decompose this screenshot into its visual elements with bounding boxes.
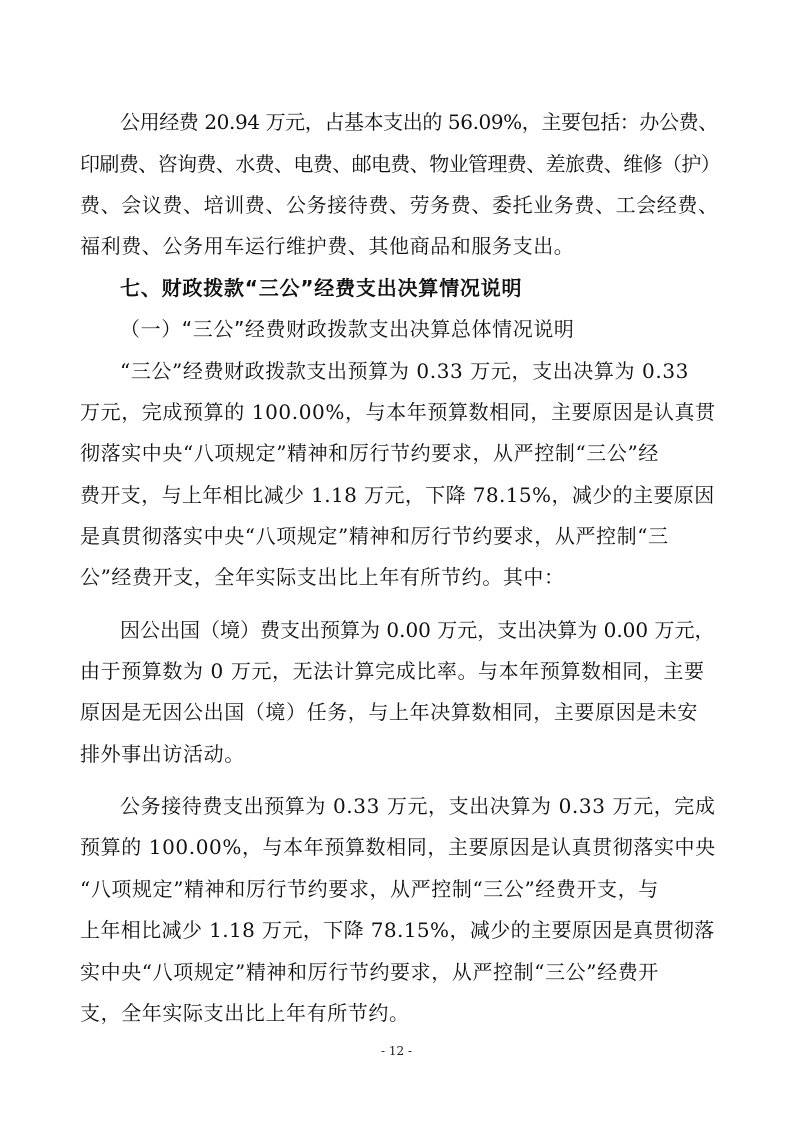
text-line: 预算的 100.00%，与本年预算数相同，主要原因是认真贯彻落实中央	[80, 835, 716, 859]
text-line: 实中央“八项规定”精神和厉行节约要求，从严控制“三公”经费开	[80, 960, 659, 984]
text-line: 是真贯彻落实中央“八项规定”精神和厉行节约要求，从严控制“三	[80, 524, 669, 548]
text-line: 公务接待费支出预算为 0.33 万元，支出决算为 0.33 万元，完成	[120, 794, 716, 818]
text-line: 彻落实中央“八项规定”精神和厉行节约要求，从严控制“三公”经	[80, 441, 659, 465]
text-line: 原因是无因公出国（境）任务，与上年决算数相同，主要原因是未安	[80, 700, 698, 724]
text-line: 排外事出访活动。	[80, 742, 245, 766]
text-line: 因公出国（境）费支出预算为 0.00 万元，支出决算为 0.00 万元，	[120, 618, 715, 642]
subsection-heading: （一）“三公”经费财政拨款支出决算总体情况说明	[120, 317, 575, 341]
text-line: 印刷费、咨询费、水费、电费、邮电费、物业管理费、差旅费、维修（护）	[80, 152, 721, 176]
text-line: 上年相比减少 1.18 万元，下降 78.15%，减少的主要原因是真贯彻落	[80, 918, 715, 942]
text-line: 公用经费 20.94 万元，占基本支出的 56.09%，主要包括：办公费、	[120, 110, 718, 134]
text-line: 支，全年实际支出比上年有所节约。	[80, 1001, 410, 1025]
text-line: 费开支，与上年相比减少 1.18 万元，下降 78.15%，减少的主要原因	[80, 483, 715, 507]
text-line: 公”经费开支，全年实际支出比上年有所节约。其中：	[80, 565, 565, 589]
text-line: 福利费、公务用车运行维护费、其他商品和服务支出。	[80, 234, 575, 258]
text-line: “八项规定”精神和厉行节约要求，从严控制“三公”经费开支，与	[80, 877, 659, 901]
section-heading: 七、财政拨款“三公”经费支出决算情况说明	[120, 276, 523, 300]
text-line: 万元，完成预算的 100.00%，与本年预算数相同，主要原因是认真贯	[80, 400, 716, 424]
text-line: 由于预算数为 0 万元，无法计算完成比率。与本年预算数相同，主要	[80, 659, 705, 683]
page-number: - 12 -	[380, 1044, 412, 1058]
text-line: “三公”经费财政拨款支出预算为 0.33 万元，支出决算为 0.33	[120, 359, 689, 383]
text-line: 费、会议费、培训费、公务接待费、劳务费、委托业务费、工会经费、	[80, 193, 719, 217]
